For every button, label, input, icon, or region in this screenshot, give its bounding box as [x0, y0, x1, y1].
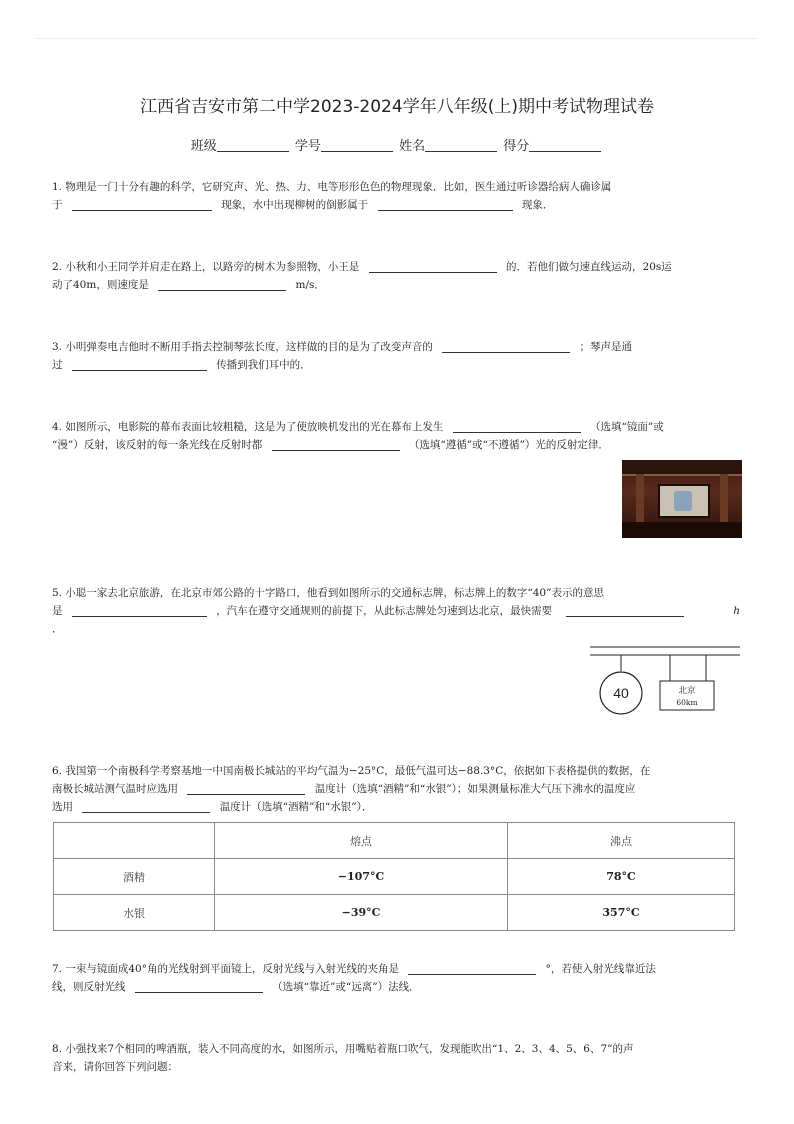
cinema-pillar-right: [720, 474, 728, 522]
q2-line-2: [52, 276, 742, 294]
q2-line-1: [52, 258, 742, 276]
table-cell: 酒精: [54, 859, 215, 895]
q7-blank-2[interactable]: [135, 980, 263, 993]
table-cell: −107°C: [215, 859, 508, 895]
q7-text-a: 7. 一束与镜面成40°角的光线射到平面镜上，反射光线与入射光线的夹角是: [52, 963, 399, 975]
q5-line-3: ．: [52, 623, 63, 635]
q6-line-3: [52, 798, 742, 816]
q1-line-1: 1. 物理是一门十分有趣的科学，它研究声、光、热、力、电等形形色色的物理现象．比如，医生通过听诊器给病人确诊属: [52, 181, 612, 193]
table-cell: 78°C: [508, 859, 735, 895]
q4-blank-1[interactable]: [453, 420, 581, 433]
q5-line-1: 5. 小聪一家去北京旅游，在北京市郊公路的十字路口，他看到如图所示的交通标志牌，标志牌上的数字“40”表示的意思: [52, 587, 604, 599]
q4-text-d: （选填“遵循”或“不遵循”）光的反射定律．: [408, 439, 609, 451]
screen-figure: [674, 491, 692, 511]
q3-blank-1[interactable]: [442, 340, 570, 353]
q6-blank-2[interactable]: [82, 800, 210, 813]
exam-title: 江西省吉安市第二中学2023-2024学年八年级(上)期中考试物理试卷: [140, 97, 654, 117]
melting-boiling-table: [53, 822, 735, 931]
score-label: 得分: [503, 139, 530, 154]
q3-text-a: 3. 小明弹奏电吉他时不断用手指去控制琴弦长度，这样做的目的是为了改变声音的: [52, 341, 433, 353]
question-4: [52, 418, 742, 454]
q6-text-c: 温度计（选填“酒精”和“水银”）；如果测量标准大气压下沸水的温度应: [314, 783, 636, 795]
q6-line-2: [52, 780, 742, 798]
question-1: [52, 178, 742, 214]
q8-line-2: 音来，请你回答下列问题：: [52, 1061, 178, 1073]
q4-text-c: “漫”）反射，该反射的每一条光线在反射时都: [52, 439, 263, 451]
q8-line-1: 8. 小强找来7个相同的啤酒瓶，装入不同高度的水，如图所示，用嘴贴着瓶口吹气，发现能吹出“1、2、3、4、5、6、7”的声: [52, 1043, 634, 1055]
q5-blank-1[interactable]: [72, 604, 207, 617]
number-blank[interactable]: [321, 139, 393, 152]
distance-sign-km: 60km: [676, 698, 698, 707]
q3-line-2: [52, 356, 742, 374]
q3-blank-2[interactable]: [72, 358, 207, 371]
score-blank[interactable]: [529, 139, 601, 152]
traffic-sign-figure: [590, 645, 742, 725]
question-7: [52, 960, 742, 996]
question-6: [52, 762, 742, 816]
name-blank[interactable]: [425, 139, 497, 152]
table-row: [54, 859, 735, 895]
table-row: [54, 895, 735, 931]
q7-text-b: °，若使入射光线靠近法: [545, 963, 656, 975]
q6-text-d: 选用: [52, 801, 73, 813]
class-label: 班级: [190, 139, 217, 154]
table-cell: 水银: [54, 895, 215, 931]
q4-blank-2[interactable]: [272, 438, 400, 451]
question-8: [52, 1040, 742, 1076]
q1-blank-2[interactable]: [378, 198, 513, 211]
q5-text-c: ，汽车在遵守交通规则的前提下，从此标志牌处匀速到达北京，最快需要: [216, 605, 553, 617]
table-header-cell: 沸点: [508, 823, 735, 859]
q6-blank-1[interactable]: [187, 782, 305, 795]
q6-line-1: 6. 我国第一个南极科学考察基地一中国南极长城站的平均气温为−25°C，最低气温可达−88.3°C，依据如下表格提供的数据，在: [52, 765, 651, 777]
question-2: [52, 258, 742, 294]
cinema-floor: [622, 522, 742, 538]
q1-text-c: 现象，水中出现柳树的倒影属于: [221, 199, 369, 211]
q5-blank-2[interactable]: [566, 604, 684, 617]
name-label: 姓名: [399, 139, 426, 154]
q4-text-a: 4. 如图所示，电影院的幕布表面比较粗糙，这是为了使放映机发出的光在幕布上发生: [52, 421, 444, 433]
page-top-rule: [36, 38, 758, 39]
q4-line-2: [52, 436, 742, 454]
q5-text-b: 是: [52, 605, 63, 617]
q2-blank-1[interactable]: [369, 260, 497, 273]
q7-text-c: 线，则反射光线: [52, 981, 126, 993]
q1-blank-1[interactable]: [72, 198, 212, 211]
cinema-screen-photo: [622, 460, 742, 538]
q3-text-b: ；琴声是通: [579, 341, 633, 353]
cinema-pillar-left: [636, 474, 644, 522]
table-cell: 357°C: [508, 895, 735, 931]
q1-text-d: 现象．: [521, 199, 554, 211]
student-info-line: [0, 135, 794, 154]
question-3: [52, 338, 742, 374]
q2-text-c: 动了40m，则速度是: [52, 279, 149, 291]
table-header-cell: [54, 823, 215, 859]
q1-text-b: 于: [52, 199, 63, 211]
q7-line-1: [52, 960, 742, 978]
q7-blank-1[interactable]: [408, 962, 536, 975]
q2-text-b: 的．若他们做匀速直线运动，20s运: [506, 261, 672, 273]
speed-limit-value: 40: [613, 685, 629, 701]
q2-text-d: m/s．: [295, 279, 325, 291]
question-5: [52, 584, 742, 638]
q3-line-1: [52, 338, 742, 356]
q6-text-b: 南极长城站测气温时应选用: [52, 783, 178, 795]
q2-blank-2[interactable]: [158, 278, 286, 291]
table-header-row: [54, 823, 735, 859]
q5-line-2: [52, 602, 742, 620]
q3-text-c: 过: [52, 359, 63, 371]
q2-text-a: 2. 小秋和小王同学并肩走在路上，以路旁的树木为参照物，小王是: [52, 261, 360, 273]
q7-line-2: [52, 978, 742, 996]
class-blank[interactable]: [217, 139, 289, 152]
q1-line-2: [52, 196, 742, 214]
q7-text-d: （选填“靠近”或“远离”）法线．: [272, 981, 420, 993]
distance-sign-city: 北京: [678, 686, 696, 696]
cinema-screen: [658, 484, 710, 518]
q4-text-b: （选填“镜面”或: [590, 421, 664, 433]
q5-unit-h: h: [733, 605, 740, 617]
number-label: 学号: [294, 139, 321, 154]
table-header-cell: 熔点: [215, 823, 508, 859]
q3-text-d: 传播到我们耳中的．: [216, 359, 311, 371]
q4-line-1: [52, 418, 742, 436]
q6-text-e: 温度计（选填“酒精”和“水银”）．: [219, 801, 373, 813]
table-cell: −39°C: [215, 895, 508, 931]
